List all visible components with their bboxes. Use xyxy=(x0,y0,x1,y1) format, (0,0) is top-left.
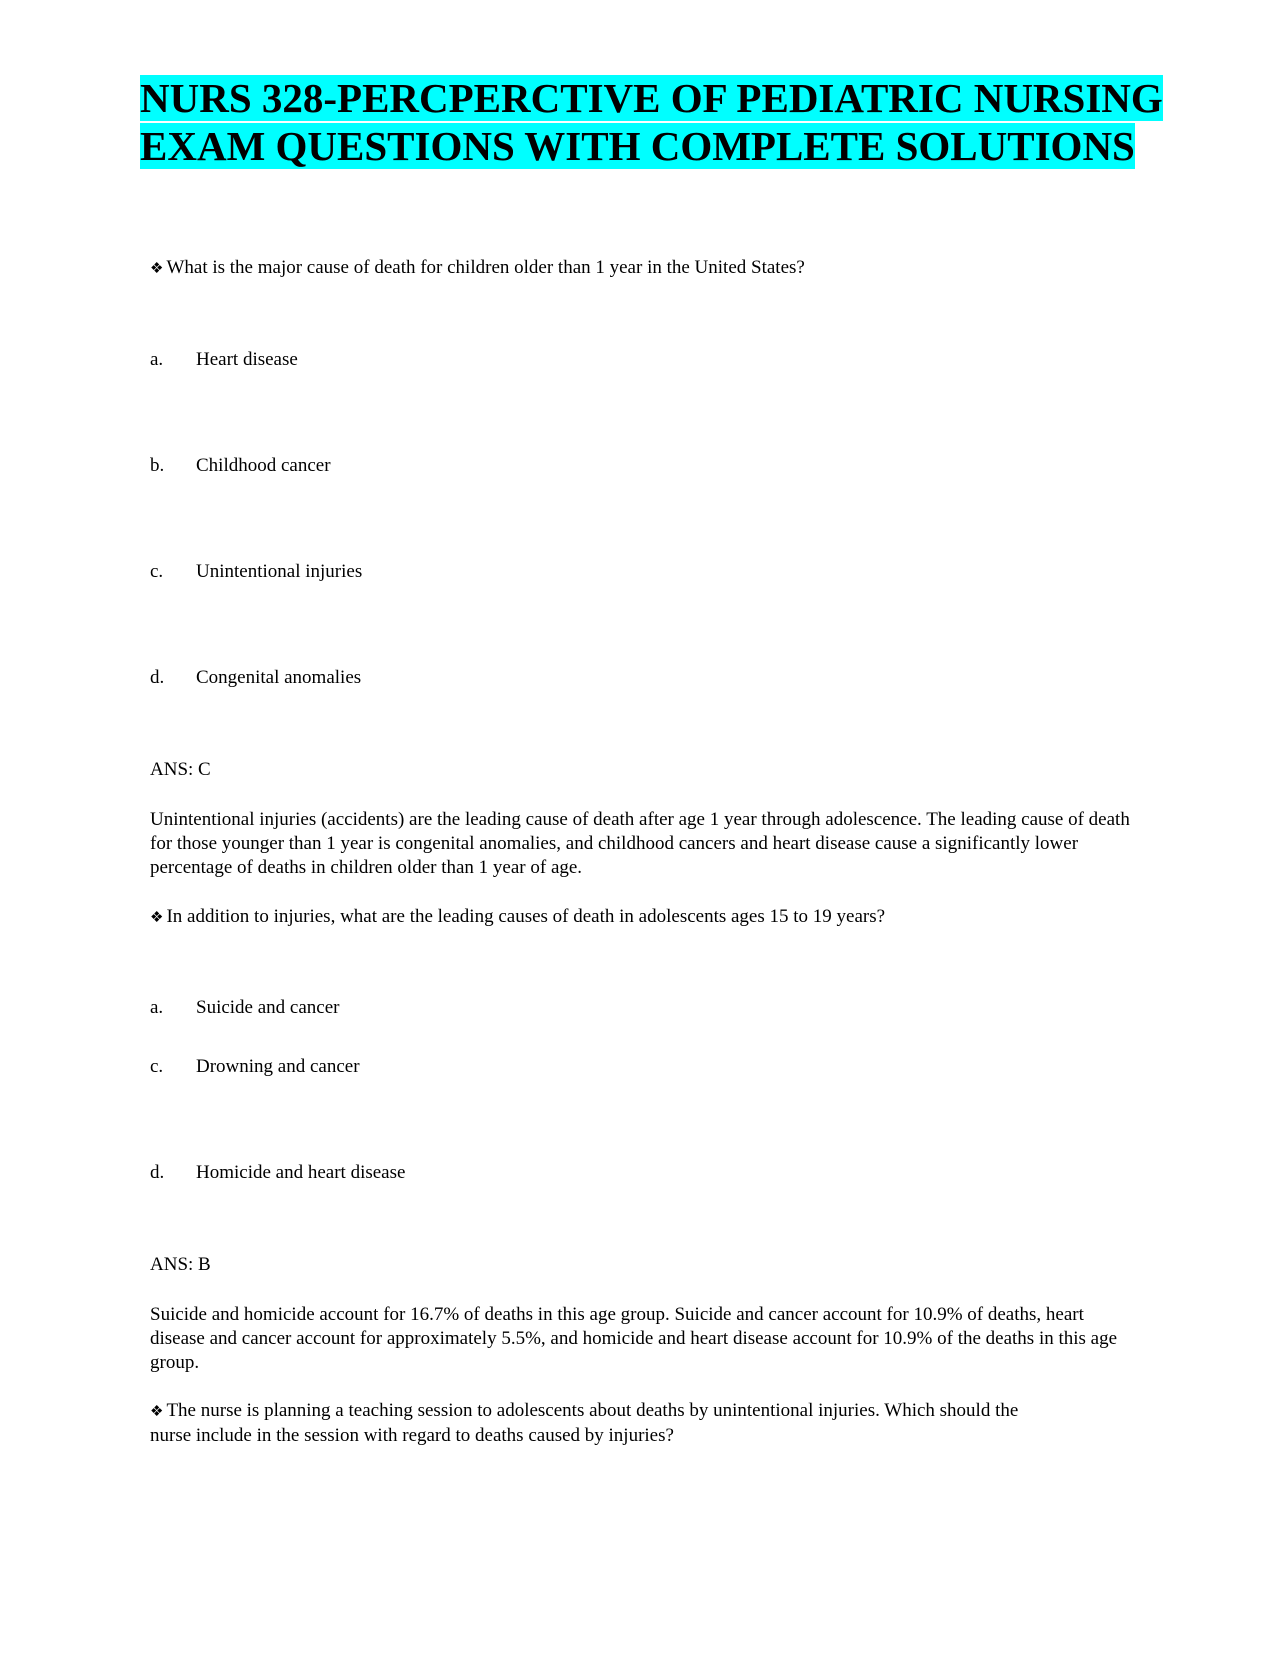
option-text: Heart disease xyxy=(196,349,298,370)
question-1 xyxy=(150,256,805,281)
option-letter: c. xyxy=(150,561,164,582)
question-3-text: The nurse is planning a teaching session to adolescents about deaths by unintentional injuries. Which should the nurse include in the session with regard to deaths caused by injuries? xyxy=(150,1400,1019,1446)
document-title xyxy=(140,74,1200,170)
question-2-option-a xyxy=(150,996,339,1020)
question-2-text: In addition to injuries, what are the leading causes of death in adolescents ages 15 to 19 years? xyxy=(166,906,886,927)
question-1-rationale: Unintentional injuries (accidents) are the leading cause of death after age 1 year through adolescence. The leading cause of death for those younger than 1 year is congenital anomalies, and childhood cancers and heart disease cause a significantly lower percentage of deaths in children older than 1 year of age. xyxy=(150,809,1130,878)
option-letter: a. xyxy=(150,997,164,1018)
question-1-answer: ANS: C xyxy=(150,759,211,780)
option-letter: c. xyxy=(150,1056,164,1077)
diamond-bullet-icon: ❖ xyxy=(150,910,164,926)
question-1-option-d xyxy=(150,666,361,690)
option-text: Childhood cancer xyxy=(196,455,331,476)
question-2-option-d xyxy=(150,1161,405,1185)
option-letter: a. xyxy=(150,349,164,370)
question-2 xyxy=(150,905,885,930)
diamond-bullet-icon: ❖ xyxy=(150,1404,164,1420)
question-2-option-c xyxy=(150,1055,360,1079)
question-1-option-a xyxy=(150,348,298,372)
option-text: Suicide and cancer xyxy=(196,997,340,1018)
option-letter: d. xyxy=(150,667,165,688)
title-line-1: NURS 328-PERCPERCTIVE OF PEDIATRIC NURSING xyxy=(140,75,1163,121)
option-letter: b. xyxy=(150,455,165,476)
option-text: Drowning and cancer xyxy=(196,1056,360,1077)
option-letter: d. xyxy=(150,1162,165,1183)
diamond-bullet-icon: ❖ xyxy=(150,261,164,277)
title-line-2: EXAM QUESTIONS WITH COMPLETE SOLUTIONS xyxy=(140,123,1135,169)
question-1-option-c xyxy=(150,560,362,584)
option-text: Congenital anomalies xyxy=(196,667,362,688)
option-text: Unintentional injuries xyxy=(196,561,363,582)
question-1-option-b xyxy=(150,454,331,478)
question-3 xyxy=(150,1399,1050,1448)
question-2-answer: ANS: B xyxy=(150,1254,211,1275)
question-1-text: What is the major cause of death for children older than 1 year in the United States? xyxy=(166,257,805,278)
option-text: Homicide and heart disease xyxy=(196,1162,406,1183)
question-2-rationale: Suicide and homicide account for 16.7% of deaths in this age group. Suicide and cancer account for 10.9% of deaths, heart disease and cancer account for approximately 5.5%, and homicide and heart disease account for 10.9% of the deaths in this age group. xyxy=(150,1304,1118,1373)
